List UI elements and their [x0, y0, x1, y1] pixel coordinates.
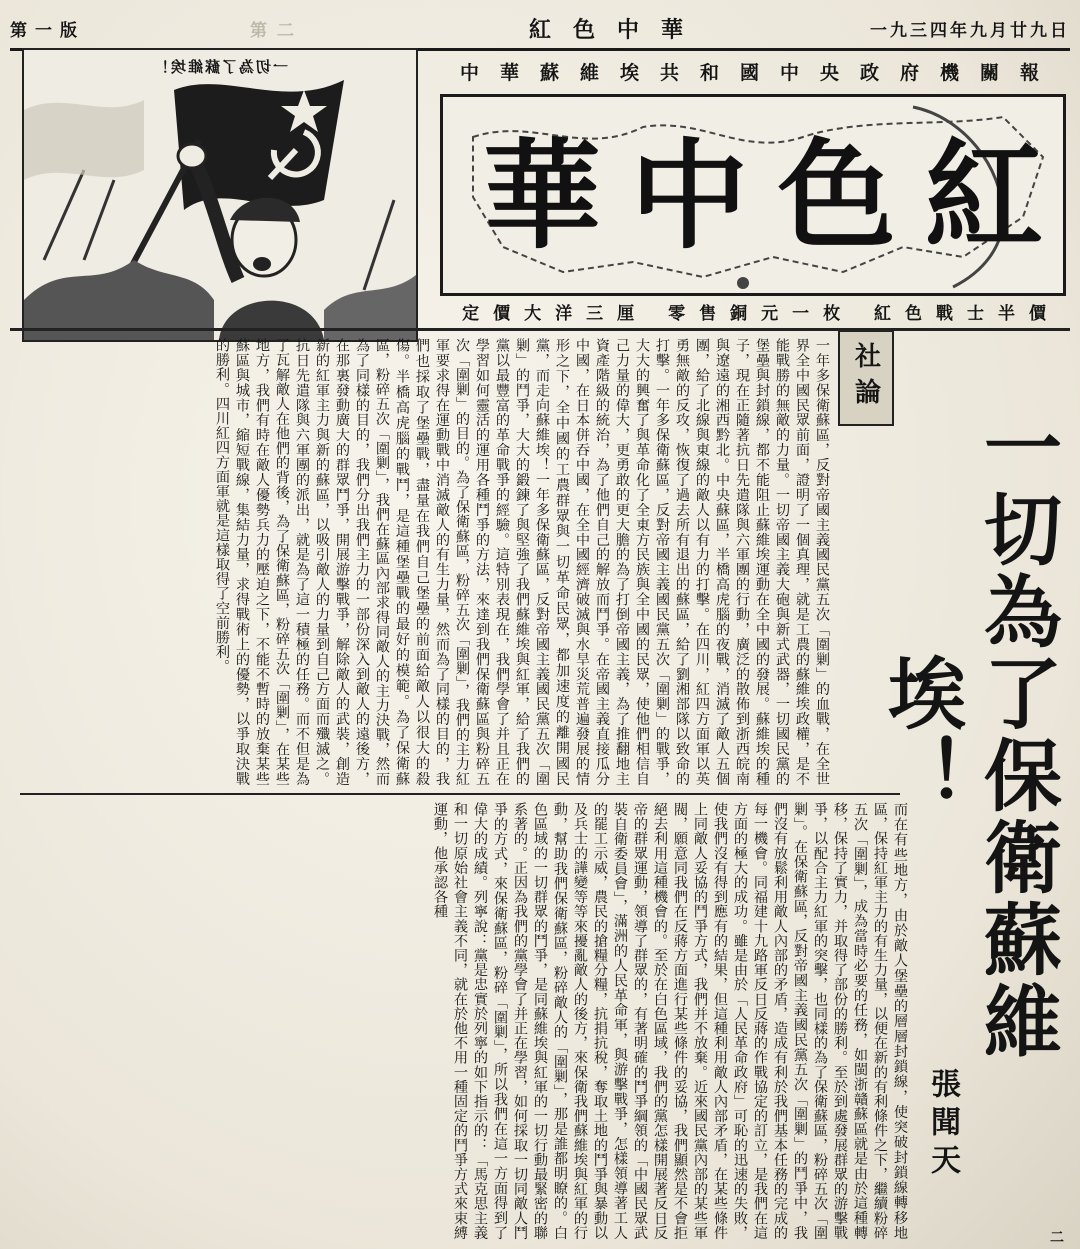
newspaper-title [483, 121, 1043, 271]
organ-line: 中華蘇維埃共和國中央政府機關報 [459, 61, 1060, 84]
propaganda-cartoon [22, 48, 418, 342]
mid-divider [20, 793, 900, 795]
headline: 一切為了保衛蘇維埃！ [875, 407, 1061, 1063]
title-char-4: 華 [483, 127, 602, 265]
masthead-line [10, 8, 1070, 51]
article-lower-text: 而在有些地方，由於敵人堡壘的層層封鎖線，使突破封鎖線轉移地區，保持紅軍主力的有生力量，以便在新的有利條件之下，繼續粉碎五次「圍剿」，成為當時必要的任務，如閩浙贛蘇區就是由於這種轉移，保持了實力，并取得了部份的勝利。至於到處發展群眾的游擊戰爭，以配合主力紅軍的突擊，也同樣的為了保衛蘇區，粉碎五次「圍剿」。在保衛蘇區，反對帝國主義國民黨五次「圍剿」的鬥爭中，我們沒有放鬆利用敵人內部的矛盾，造成有利於我們基本任務的完成的每一機會。同福建十九路軍反日反蔣的作戰協定的訂立，是我們在這方面的極大的成功。雖是由於「人民革命政府」可恥的迅速的失敗，使我們沒有得到應有的結果，但這種利用敵人內部矛盾，在某些條件上同敵人妥協的鬥爭方式，我們并不放棄。近來國民黨內部的某些軍閥，願意同我們在反蔣方面進行某些條件的妥協，我們顯然是不會拒絕去利用這種機會的。至於在白色區域，我們的黨怎樣開展著反日反帝的群眾運動，領導了群眾的，有著明確的鬥爭綱領的「中國民眾武裝自衛委員會」，滿洲的人民革命軍，與游擊戰爭，怎樣領導著工人的罷工示威，農民的搶糧分糧，抗捐抗稅，奪取土地的鬥爭與暴動以及兵士的譁變等等來擾亂敵人的後方，來保衛我們蘇維埃與紅軍的行動，幫助我們保衛蘇區，粉碎敵人的「圍剿」，那是誰都明瞭的。白色區域的一切群眾的鬥爭，是同蘇維埃與紅軍的一切行動最緊密的聯系著的。正因為我們的黨學會了并正在學習，如何採取一切同敵人鬥爭的方式，來保衛蘇區，粉碎「圍剿」，所以我們在這一方面得到了偉大的成績。列寧說：黨是忠實於列寧的如下指示的：「馬克思主義和一切原始社會主義不同，就在於他不用一種固定的鬥爭方式來束縛運動，他承認各種 [432, 802, 908, 1240]
newspaper-title-box [440, 94, 1066, 296]
cartoon-illustration [24, 50, 416, 340]
editorial-label: 社論 [838, 330, 894, 426]
article-upper-text-right [838, 428, 908, 786]
title-char-1: 紅 [924, 127, 1043, 265]
header-divider [10, 328, 1070, 331]
page-corner-mark: 二 [1050, 1230, 1064, 1246]
title-char-2: 色 [777, 127, 896, 265]
edition-label: 第一版 [10, 20, 85, 41]
faint-edition-label: 第二 [249, 20, 304, 41]
author-name: 張聞天 [925, 1068, 960, 1182]
price-line: 定價大洋三厘 零售銅元一枚 紅色戰士半價 [462, 303, 1060, 324]
title-char-3: 中 [630, 127, 749, 265]
masthead-paper-name: 紅色中華 [528, 16, 705, 43]
issue-date: 一九三四年九月廿九日 [869, 20, 1070, 41]
article-upper-text: 一年多保衛蘇區，反對帝國主義國民黨五次「圍剿」的血戰，在全世界全中國民眾前面，證明了一個真理，就是工農的蘇維埃政權，是不能戰勝的無敵的力量。一切帝國主義大砲與新式武器，一切國民黨的堡壘與封鎖線，都不能阻止蘇維埃運動在全中國的發展。蘇維埃的種子，現在正隨著抗日先遣隊與六軍團的行動，廣泛的散佈到浙西皖南與遼遠的湘西黔北。中央蘇區，半橋高虎腦的夜戰，消滅了敵人五個團，給了北線與東線的敵人以有力的打擊。在四川，紅四方面軍以英勇無敵的反攻，恢復了過去所有退出的蘇區，給了劉湘部隊以致命的打擊。一年多保衛蘇區，反對帝國主義國民黨五次「圍剿」的戰爭，大大的興奮了與革命化了全東方民族與全中國的民眾，使他們相信自己力量的偉大，更勇敢的更大膽的為了打倒帝國主義，為了推翻地主資產階級的統治，為了他們自己的解放而鬥爭。在帝國主義直接瓜分中國，在日本併吞中國，在全中國經濟破滅與水旱災荒普遍發展的情形之下，全中國的工農群眾與一切革命民眾，都加速度的離開國民黨，而走向蘇維埃！一年多保衛蘇區，反對帝國主義國民黨五次「圍剿」的鬥爭，大大的鍛鍊了與堅強了我們蘇維埃與紅軍，給了我們的黨以最豐富的革命戰爭的經驗。這特別表現在，我們學會了并且正在學習如何靈活的運用各種鬥爭的方法，來達到我們保衛蘇區與粉碎五次「圍剿」的目的。為了保衛蘇區，粉碎五次「圍剿」，我們的主力紅軍要求得在運動戰中消滅敵人的有生力量，然而為了同樣的目的，我們也採取了堡壘戰，盡量在我們自己堡壘的前面給敵人以很大的殺傷。半橋高虎腦的戰鬥，是這種堡壘戰的最好的模範。為了保衛蘇區，粉碎五次「圍剿」，我們在蘇區內部求得同敵人的主力決戰，然而為了同樣的目的，我們分出我們主力的一部份深入到敵人的遠後方，在那裏發動廣大的群眾鬥爭，開展游擊戰爭，解除敵人的武裝，創造新的紅軍主力與新的蘇區，以吸引敵人的力量到自己方面而殲滅之。抗日先遣隊與六軍團的派出，就是為了這一積極的任務。而不但是為了瓦解敵人在他們的背後，為了保衛蘇區，粉碎五次「圍剿」，在某些地方，我們有時在敵人優勢兵力的壓迫之下，不能不暫時的放棄某些蘇區與城市，縮短戰線，集結力量，求得戰術上的優勢，以爭取決戰的勝利。四川紅四方面軍就是這樣取得了空前勝利。 [214, 338, 830, 786]
cartoon-caption: 一切為了蘇維埃！ [152, 58, 289, 76]
